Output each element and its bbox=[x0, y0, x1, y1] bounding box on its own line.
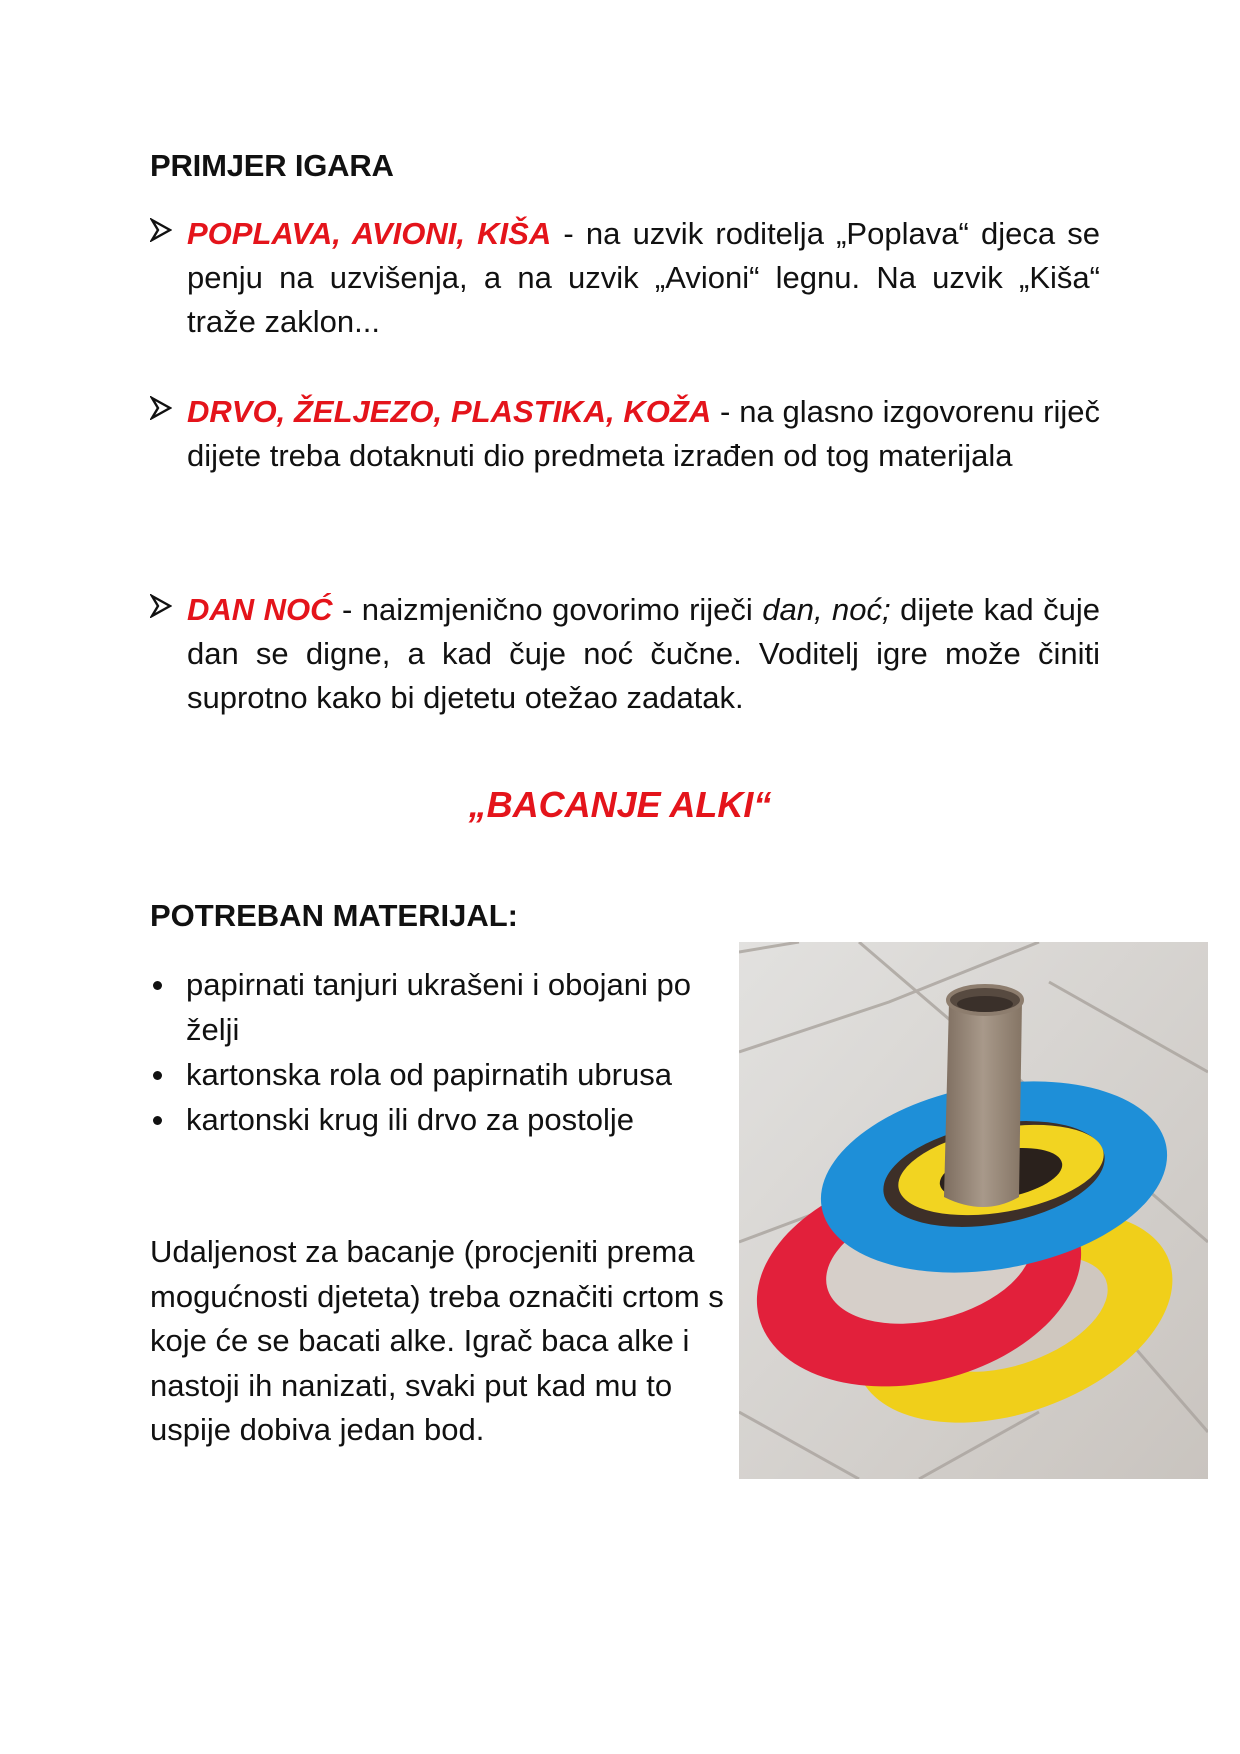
arrow-bullet-icon bbox=[150, 396, 172, 420]
game-text-italic: dan, noć; bbox=[762, 592, 891, 627]
game-description bbox=[187, 212, 1100, 344]
section-title: „BACANJE ALKI“ bbox=[468, 784, 772, 825]
page-heading: PRIMJER IGARA bbox=[150, 148, 394, 183]
game-text-before: - naizmjenično govorimo riječi bbox=[332, 592, 763, 627]
game-text: - na glasno izgovorenu riječ dijete treba dotaknuti dio predmeta izrađen od tog materijala bbox=[187, 394, 1100, 473]
bullet-dot-icon bbox=[153, 1071, 162, 1080]
game-text-after: dijete kad čuje dan se digne, a kad čuje noć čučne. Voditelj igre može činiti suprotno kako bi djetetu otežao zadatak. bbox=[187, 592, 1100, 715]
material-heading: POTREBAN MATERIJAL: bbox=[150, 898, 518, 933]
bullet-dot-icon bbox=[153, 981, 162, 990]
game-item-dan-noc bbox=[150, 588, 1100, 720]
game-description bbox=[187, 390, 1100, 478]
instructions-paragraph: Udaljenost za bacanje (procjeniti prema mogućnosti djeteta) treba označiti crtom s koje će se bacati alke. Igrač baca alke i nastoji ih nanizati, svaki put kad mu to uspije dobiva jedan bod. bbox=[150, 1234, 724, 1447]
materials-list bbox=[150, 962, 740, 1142]
arrow-bullet-icon bbox=[150, 218, 172, 242]
game-item-drvo bbox=[150, 390, 1100, 478]
game-description bbox=[187, 588, 1100, 720]
game-name: DRVO, ŽELJEZO, PLASTIKA, KOŽA bbox=[187, 394, 712, 429]
arrow-bullet-icon bbox=[150, 594, 172, 618]
bullet-dot-icon bbox=[153, 1116, 162, 1125]
game-item-poplava bbox=[150, 212, 1100, 344]
list-item: kartonska rola od papirnatih ubrusa bbox=[150, 1052, 740, 1097]
game-text: - na uzvik roditelja „Poplava“ djeca se penju na uzvišenja, a na uzvik „Avioni“ legnu. Na uzvik „Kiša“ traže zaklon... bbox=[187, 216, 1100, 339]
ring-toss-photo bbox=[739, 942, 1208, 1479]
list-item: kartonski krug ili drvo za postolje bbox=[150, 1097, 740, 1142]
game-name: POPLAVA, AVIONI, KIŠA bbox=[187, 216, 552, 251]
game-name: DAN NOĆ bbox=[187, 592, 333, 627]
list-item: papirnati tanjuri ukrašeni i obojani po želji bbox=[150, 962, 740, 1052]
